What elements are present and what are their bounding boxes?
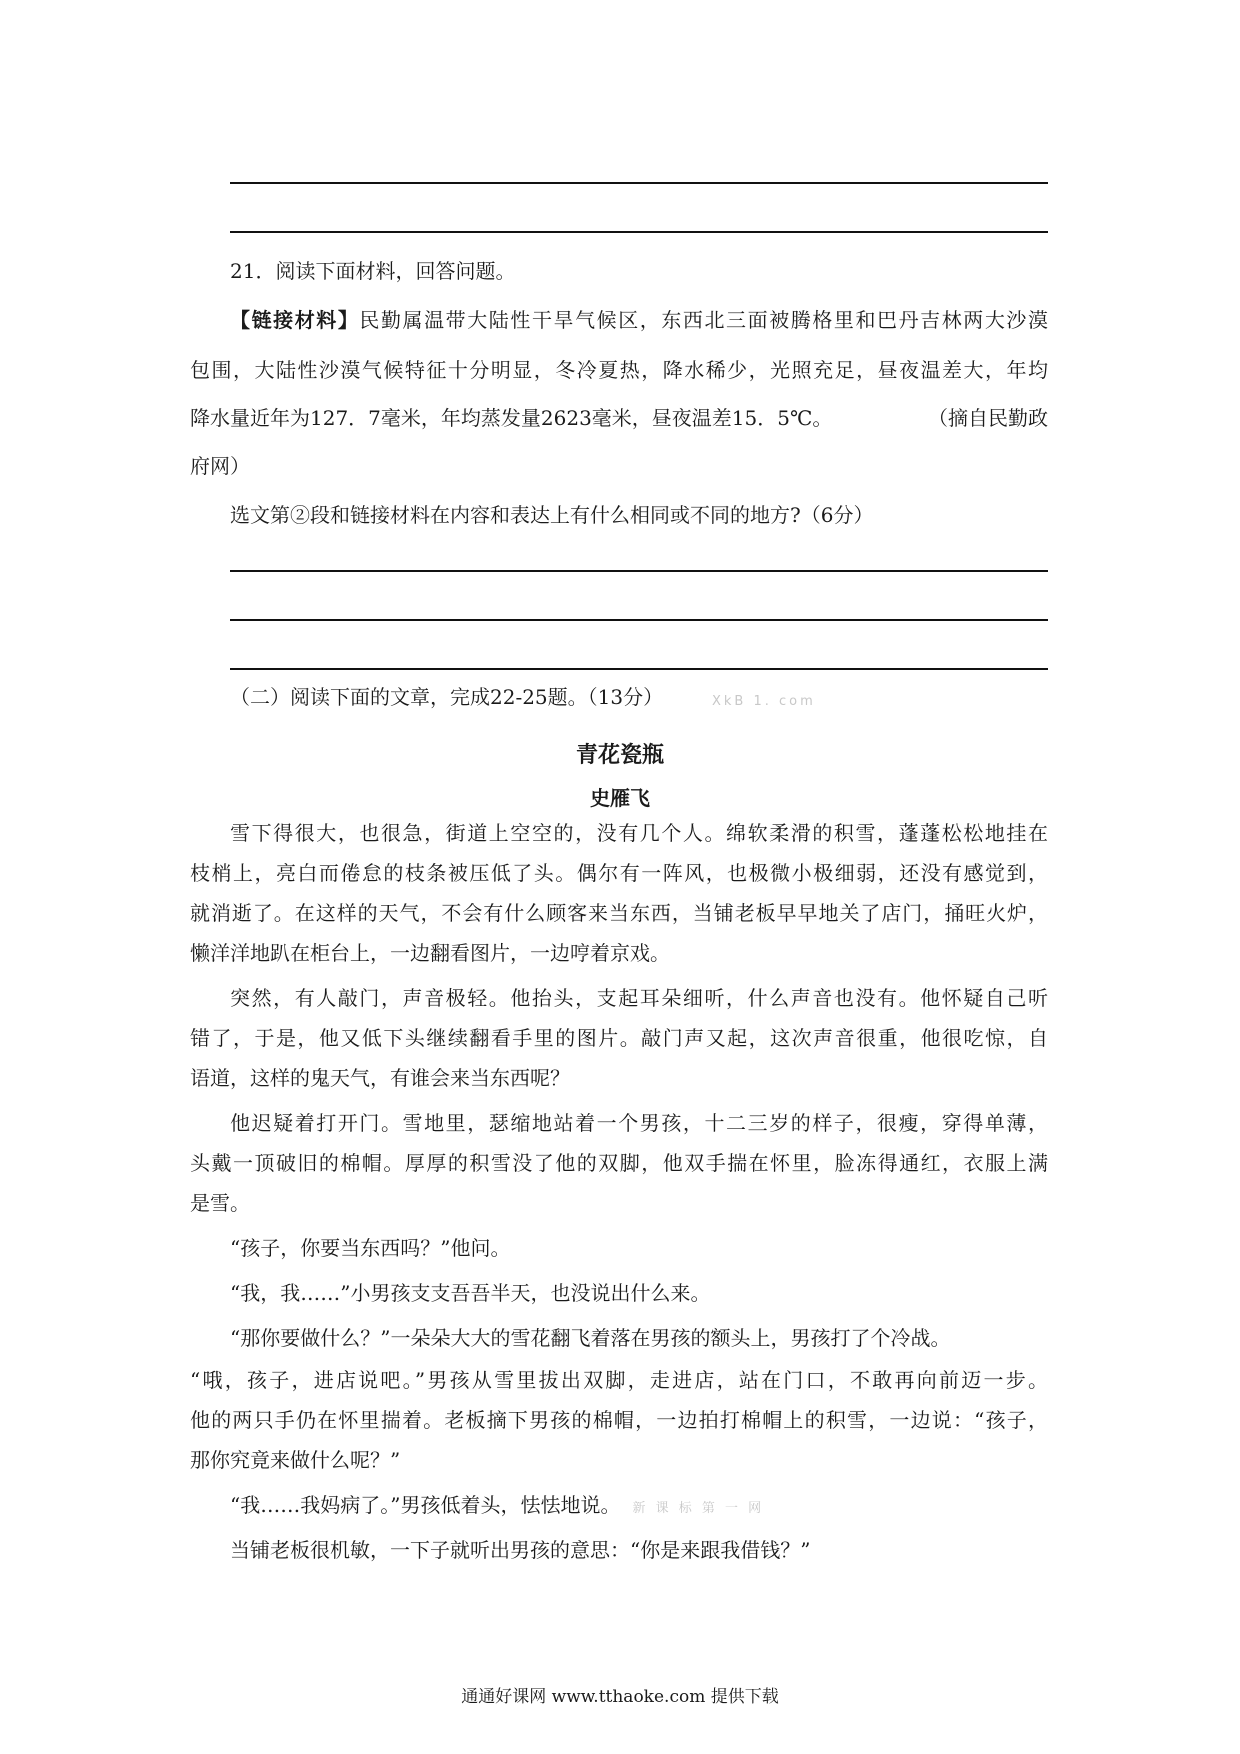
article-paragraph: 就消逝了。在这样的天气，不会有什么顾客来当东西，当铺老板早早地关了店门，捅旺火炉，: [190, 901, 1048, 925]
article-paragraph: 那你究竟来做什么呢？”: [190, 1448, 401, 1472]
watermark-text: 新 课 标 第 一 网: [632, 1501, 765, 1516]
link-material-label: 【链接材料】: [230, 308, 360, 332]
article-paragraph: “哦，孩子，进店说吧。”男孩从雪里拔出双脚，走进店，站在门口，不敢再向前迈一步。: [190, 1368, 1048, 1392]
article-paragraph: 突然，有人敲门，声音极轻。他抬头，支起耳朵细听，什么声音也没有。他怀疑自己听: [230, 986, 1048, 1010]
link-material-line: [190, 398, 1048, 438]
article-author: 史雁飞: [590, 786, 650, 810]
article-paragraph: 错了，于是，他又低下头继续翻看手里的图片。敲门声又起，这次声音很重，他很吃惊，自: [190, 1026, 1048, 1050]
article-paragraph: 懒洋洋地趴在柜台上，一边翻看图片，一边哼着京戏。: [190, 941, 670, 965]
article-paragraph: [190, 1485, 1048, 1525]
article-paragraph: 是雪。: [190, 1191, 250, 1215]
link-material-line: [230, 300, 1048, 340]
article-paragraph: 雪下得很大，也很急，街道上空空的，没有几个人。绵软柔滑的积雪，蓬蓬松松地挂在: [230, 821, 1048, 845]
page-footer: 通通好课网 www.tthaoke.com 提供下载: [461, 1687, 779, 1707]
article-paragraph: 他的两只手仍在怀里揣着。老板摘下男孩的棉帽，一边拍打棉帽上的积雪，一边说：“孩子，: [190, 1408, 1048, 1432]
article-paragraph: 头戴一顶破旧的棉帽。厚厚的积雪没了他的双脚，他双手揣在怀里，脸冻得通红，衣服上满: [190, 1151, 1048, 1175]
article-paragraph: “我，我……”小男孩支支吾吾半天，也没说出什么来。: [230, 1281, 711, 1305]
question-21-prompt: 选文第②段和链接材料在内容和表达上有什么相同或不同的地方?（6分）: [230, 503, 874, 527]
source-note-cont: 府网）: [190, 454, 250, 478]
article-paragraph: “那你要做什么？”一朵朵大大的雪花翻飞着落在男孩的额头上，男孩打了个冷战。: [230, 1326, 951, 1350]
answer-line: [230, 231, 1048, 233]
link-material-text: 民勤属温带大陆性干旱气候区，东西北三面被腾格里和巴丹吉林两大沙漠: [359, 308, 1049, 332]
article-text: “我……我妈病了。”男孩低着头，怯怯地说。: [230, 1493, 621, 1517]
answer-line: [230, 182, 1048, 184]
article-paragraph: 当铺老板很机敏，一下子就听出男孩的意思：“你是来跟我借钱？”: [230, 1538, 811, 1562]
section-2-heading: （二）阅读下面的文章，完成22-25题。（13分）: [230, 685, 664, 709]
source-note: （摘自民勤政: [928, 406, 1048, 430]
article-paragraph: 语道，这样的鬼天气，有谁会来当东西呢？: [190, 1066, 570, 1090]
link-material-text: 降水量近年为127．7毫米，年均蒸发量2623毫米，昼夜温差15．5℃。: [190, 406, 833, 430]
answer-line: [230, 619, 1048, 621]
answer-line: [230, 570, 1048, 572]
watermark-text: XkB 1. com: [712, 694, 816, 709]
article-paragraph: “孩子，你要当东西吗？”他问。: [230, 1236, 511, 1260]
question-21-heading: 21．阅读下面材料，回答问题。: [230, 259, 516, 283]
link-material-line: 包围，大陆性沙漠气候特征十分明显，冬冷夏热，降水稀少，光照充足，昼夜温差大，年均: [190, 358, 1048, 382]
answer-line: [230, 668, 1048, 670]
article-paragraph: 枝梢上，亮白而倦怠的枝条被压低了头。偶尔有一阵风，也极微小极细弱，还没有感觉到，: [190, 861, 1048, 885]
article-paragraph: 他迟疑着打开门。雪地里，瑟缩地站着一个男孩，十二三岁的样子，很瘦，穿得单薄，: [230, 1111, 1048, 1135]
article-title: 青花瓷瓶: [575, 742, 664, 768]
